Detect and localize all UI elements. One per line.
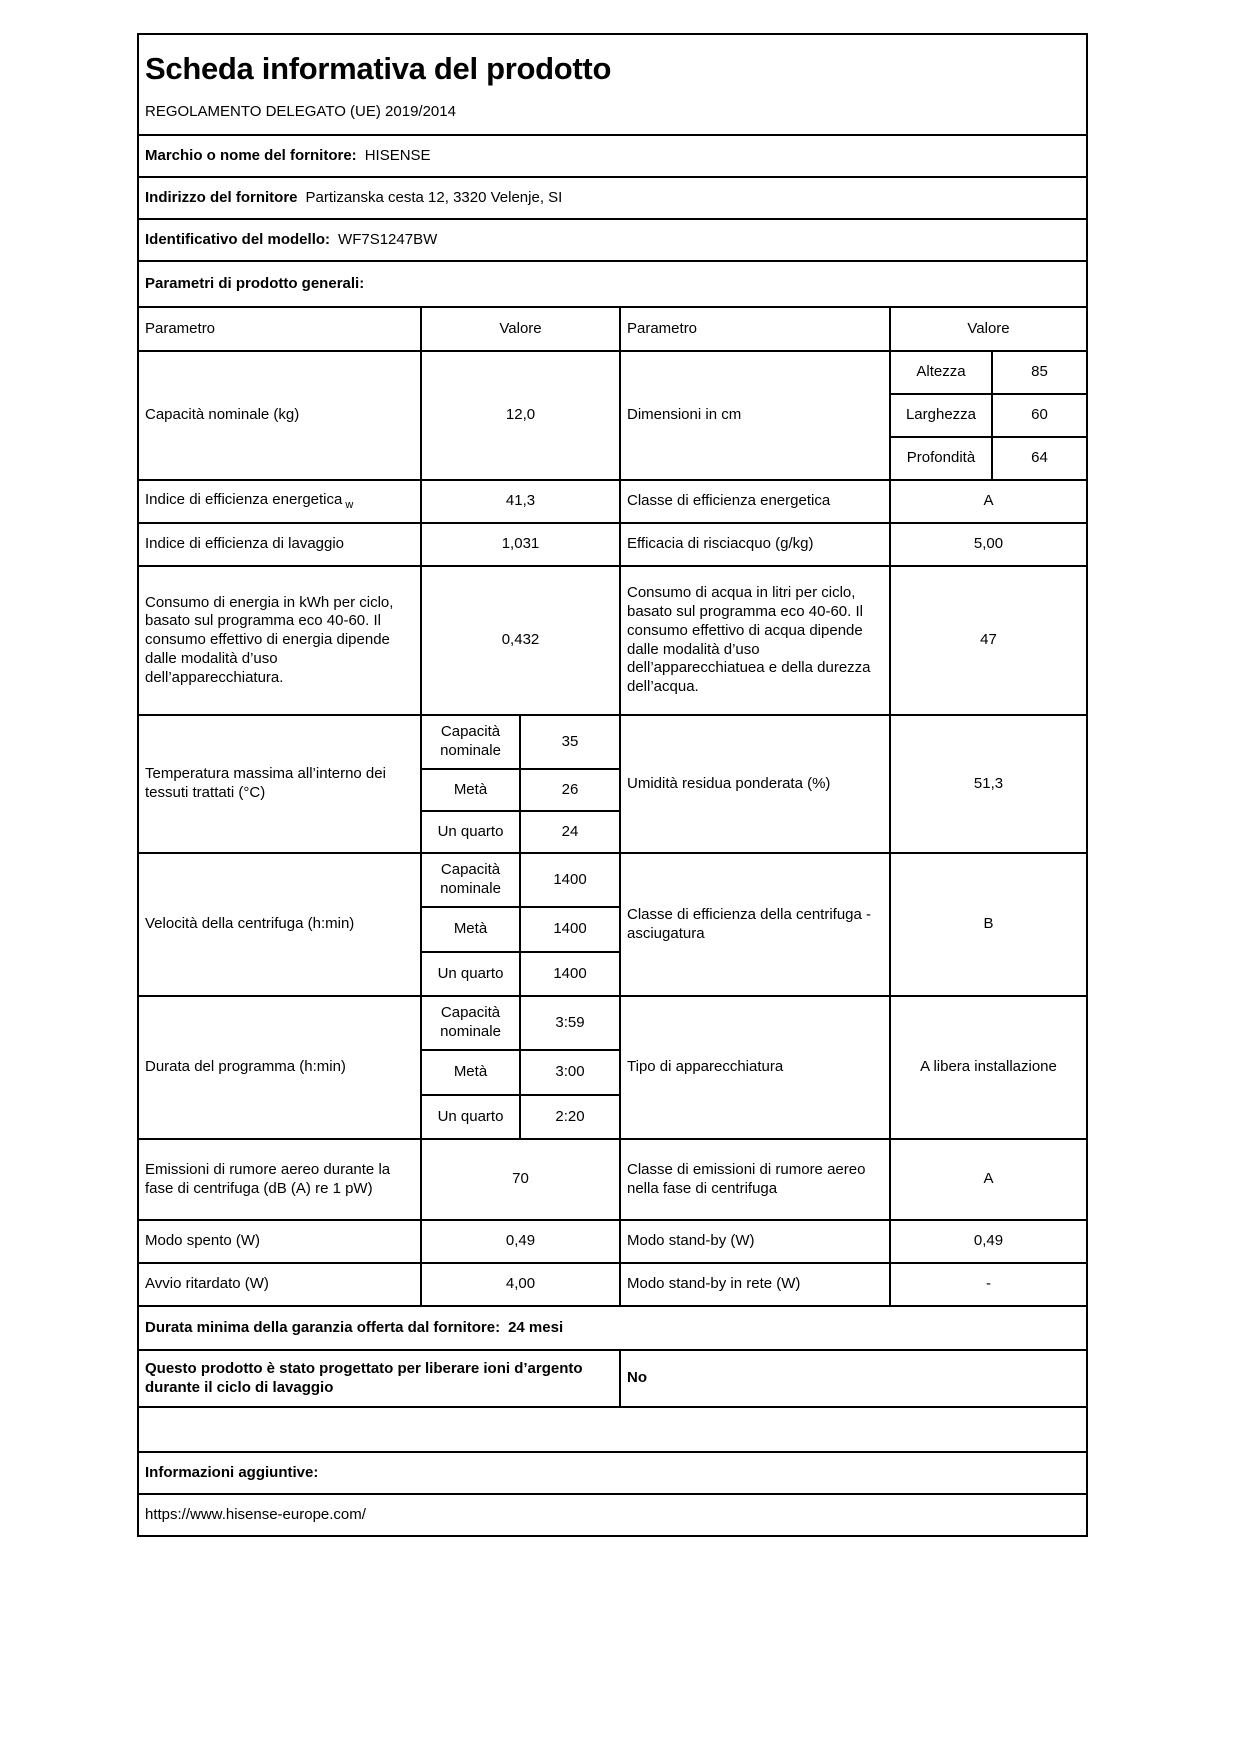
website-link[interactable]: https://www.hisense-europe.com/ (145, 1505, 366, 1523)
energy-consumption-label: Consumo di energia in kWh per ciclo, basato sul programma eco 40-60. Il consumo effettivo di energia dipende dalle modalità d’uso dell’apparecchiatura. (138, 566, 421, 715)
max-temperature-quarter-value: 24 (520, 811, 620, 853)
spin-speed-half-label: Metà (421, 907, 520, 952)
energy-class-value: A (890, 480, 1087, 523)
max-temperature-half-label: Metà (421, 769, 520, 811)
header-value-right: Valore (890, 307, 1087, 351)
warranty-value: 24 mesi (508, 1318, 564, 1336)
energy-class-label: Classe di efficienza energetica (620, 480, 890, 523)
header-param-right: Parametro (620, 307, 890, 351)
noise-label: Emissioni di rumore aereo durante la fase di centrifuga (dB (A) re 1 pW) (138, 1139, 421, 1220)
title-block (138, 34, 1087, 135)
delayed-start-value: 4,00 (421, 1263, 620, 1306)
spin-speed-half-value: 1400 (520, 907, 620, 952)
duration-rated-label: Capacità nominale (421, 996, 520, 1050)
max-temperature-quarter-label: Un quarto (421, 811, 520, 853)
spin-speed-quarter-label: Un quarto (421, 952, 520, 996)
rinsing-value: 5,00 (890, 523, 1087, 566)
dimension-depth-label: Profondità (890, 437, 992, 480)
networked-standby-value: - (890, 1263, 1087, 1306)
spin-speed-quarter-value: 1400 (520, 952, 620, 996)
website-row (138, 1494, 1087, 1536)
general-params-heading: Parametri di prodotto generali: (138, 261, 1087, 307)
dimension-width-label: Larghezza (890, 394, 992, 437)
model-id-row (138, 219, 1087, 261)
spin-speed-label: Velocità della centrifuga (h:min) (138, 853, 421, 996)
duration-rated-value: 3:59 (520, 996, 620, 1050)
residual-humidity-value: 51,3 (890, 715, 1087, 853)
silver-ions-label: Questo prodotto è stato progettato per liberare ioni d’argento durante il ciclo di lavaggio (138, 1350, 620, 1407)
noise-class-value: A (890, 1139, 1087, 1220)
standby-value: 0,49 (890, 1220, 1087, 1263)
duration-label: Durata del programma (h:min) (138, 996, 421, 1139)
eei-value: 41,3 (421, 480, 620, 523)
residual-humidity-label: Umidità residua ponderata (%) (620, 715, 890, 853)
standby-label: Modo stand-by (W) (620, 1220, 890, 1263)
off-mode-label: Modo spento (W) (138, 1220, 421, 1263)
regulation-subtitle: REGOLAMENTO DELEGATO (UE) 2019/2014 (145, 102, 456, 120)
noise-value: 70 (421, 1139, 620, 1220)
model-id-value: WF7S1247BW (338, 230, 438, 248)
appliance-type-label: Tipo di apparecchiatura (620, 996, 890, 1139)
rinsing-label: Efficacia di risciacquo (g/kg) (620, 523, 890, 566)
model-id-label: Identificativo del modello: (145, 230, 331, 248)
header-param-left: Parametro (138, 307, 421, 351)
noise-class-label: Classe di emissioni di rumore aereo nella fase di centrifuga (620, 1139, 890, 1220)
supplier-address-value: Partizanska cesta 12, 3320 Velenje, SI (305, 188, 563, 206)
max-temperature-label: Temperatura massima all’interno dei tessuti trattati (°C) (138, 715, 421, 853)
capacity-label: Capacità nominale (kg) (138, 351, 421, 480)
dimensions-label: Dimensioni in cm (620, 351, 890, 480)
capacity-value: 12,0 (421, 351, 620, 480)
washing-index-value: 1,031 (421, 523, 620, 566)
washing-index-label: Indice di efficienza di lavaggio (138, 523, 421, 566)
appliance-type-value: A libera installazione (890, 996, 1087, 1139)
page-title: Scheda informativa del prodotto (145, 50, 612, 86)
dimension-height-label: Altezza (890, 351, 992, 394)
dimension-height-value: 85 (992, 351, 1087, 394)
warranty-label: Durata minima della garanzia offerta dal fornitore: (145, 1318, 501, 1336)
silver-ions-value: No (620, 1350, 1087, 1407)
duration-half-label: Metà (421, 1050, 520, 1095)
off-mode-value: 0,49 (421, 1220, 620, 1263)
warranty-row (138, 1306, 1087, 1350)
max-temperature-rated-label: Capacità nominale (421, 715, 520, 769)
product-info-table (137, 33, 1088, 1537)
dimension-width-value: 60 (992, 394, 1087, 437)
empty-row (138, 1407, 1087, 1452)
duration-quarter-value: 2:20 (520, 1095, 620, 1139)
supplier-address-row (138, 177, 1087, 219)
supplier-brand-value: HISENSE (364, 146, 431, 164)
water-consumption-value: 47 (890, 566, 1087, 715)
energy-consumption-value: 0,432 (421, 566, 620, 715)
max-temperature-half-value: 26 (520, 769, 620, 811)
eei-label: Indice di efficienza energetica $_w$ (138, 480, 421, 523)
additional-info-heading: Informazioni aggiuntive: (138, 1452, 1087, 1494)
spin-class-value: B (890, 853, 1087, 996)
duration-half-value: 3:00 (520, 1050, 620, 1095)
spin-class-label: Classe di efficienza della centrifuga -asciugatura (620, 853, 890, 996)
eei-label-subscript: w (345, 498, 354, 511)
max-temperature-rated-value: 35 (520, 715, 620, 769)
spin-speed-rated-value: 1400 (520, 853, 620, 907)
supplier-brand-row (138, 135, 1087, 177)
networked-standby-label: Modo stand-by in rete (W) (620, 1263, 890, 1306)
supplier-address-label: Indirizzo del fornitore (145, 188, 298, 206)
spin-speed-rated-label: Capacità nominale (421, 853, 520, 907)
dimension-depth-value: 64 (992, 437, 1087, 480)
supplier-brand-label: Marchio o nome del fornitore: (145, 146, 357, 164)
header-value-left: Valore (421, 307, 620, 351)
delayed-start-label: Avvio ritardato (W) (138, 1263, 421, 1306)
duration-quarter-label: Un quarto (421, 1095, 520, 1139)
water-consumption-label: Consumo di acqua in litri per ciclo, basato sul programma eco 40-60. Il consumo effettivo di acqua dipende dalle modalità d’uso dell’apparecchiatuea e della durezza dell’acqua. (620, 566, 890, 715)
